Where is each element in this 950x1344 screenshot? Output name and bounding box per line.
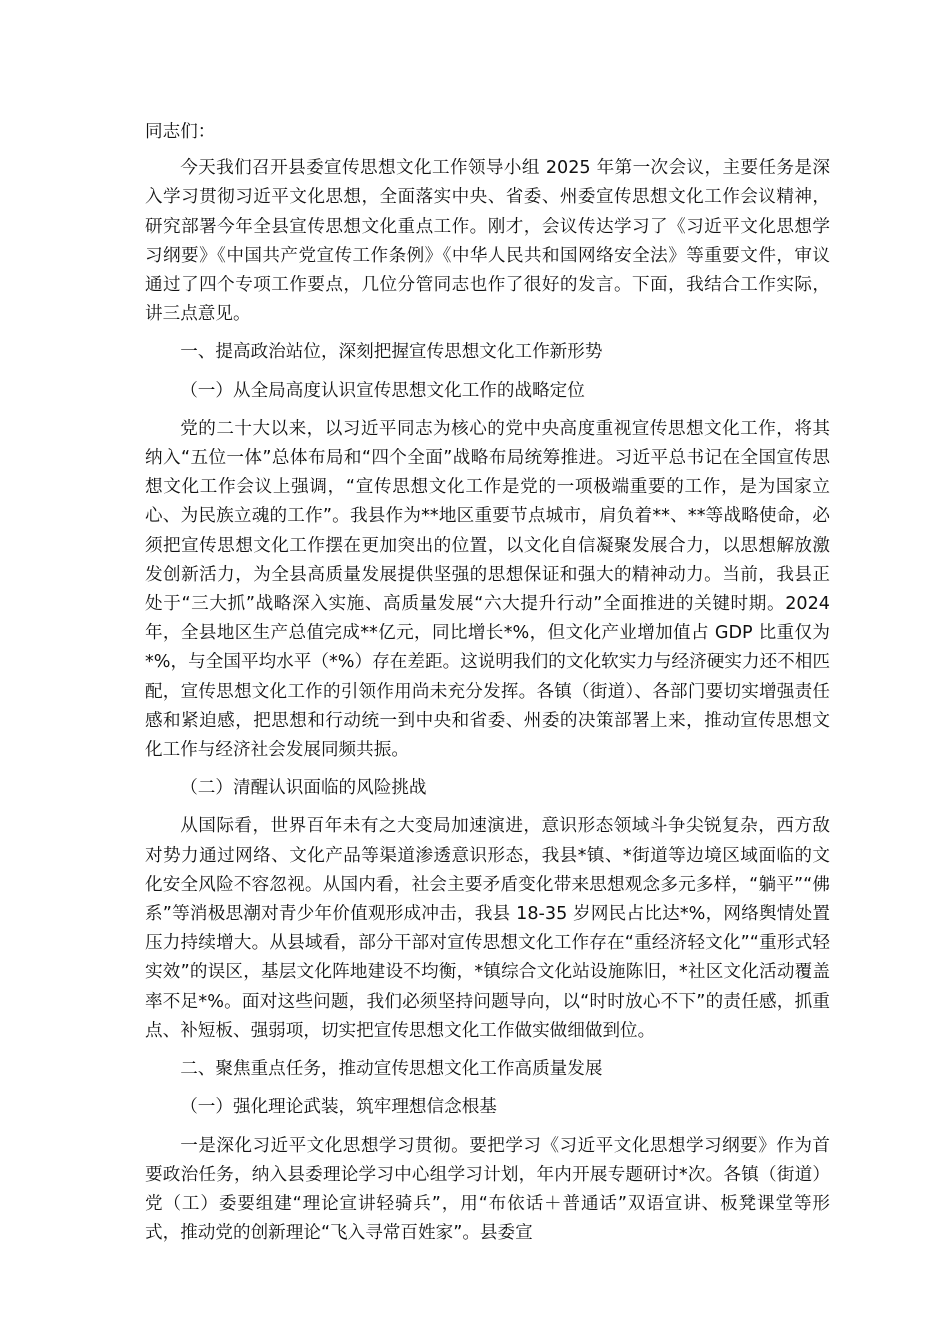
subsection-heading-1-1: （一）从全局高度认识宣传思想文化工作的战略定位 xyxy=(180,380,585,401)
document-page xyxy=(145,118,830,1257)
section-heading-2: 二、聚焦重点任务，推动宣传思想文化工作高质量发展 xyxy=(180,1059,603,1080)
section-heading-1: 一、提高政治站位，深刻把握宣传思想文化工作新形势 xyxy=(180,342,603,363)
subsection-heading-2-1: （一）强化理论武装，筑牢理想信念根基 xyxy=(180,1097,497,1118)
body-paragraph: 一是深化习近平文化思想学习贯彻。要把学习《习近平文化思想学习纲要》作为首要政治任务，纳入县委理论学习中心组学习计划，年内开展专题研讨*次。各镇（街道）党（工）委要组建“理论宣讲轻骑兵”，用“布依话＋普通话”双语宣讲、板凳课堂等形式，推动党的创新理论“飞入寻常百姓家”。县委宣 xyxy=(145,1135,830,1244)
body-paragraph: 从国际看，世界百年未有之大变局加速演进，意识形态领域斗争尖锐复杂，西方敌对势力通过网络、文化产品等渠道渗透意识形态，我县*镇、*街道等边境区域面临的文化安全风险不容忽视。从国内看，社会主要矛盾变化带来思想观念多元多样，“躺平”“佛系”等消极思潮对青少年价值观形成冲击，我县 18-35 岁网民占比达*%，网络舆情处置压力持续增大。从县域看，部分干部对宣传思想文化工作存在“重经济轻文化”“重形式轻实效”的误区，基层文化阵地建设不均衡，*镇综合文化站设施陈旧，*社区文化活动覆盖率不足*%。面对这些问题，我们必须坚持问题导向，以“时时放心不下”的责任感，抓重点、补短板、强弱项，切实把宣传思想文化工作做实做细做到位。 xyxy=(145,816,830,1041)
subsection-heading-1-2: （二）清醒认识面临的风险挑战 xyxy=(180,778,427,799)
intro-paragraph: 今天我们召开县委宣传思想文化工作领导小组 2025 年第一次会议，主要任务是深入学习贯彻习近平文化思想，全面落实中央、省委、州委宣传思想文化工作会议精神，研究部署今年全县宣传思想文化重点工作。刚才，会议传达学习了《习近平文化思想学习纲要》《中国共产党宣传工作条例》《中华人民共和国网络安全法》等重要文件，审议通过了四个专项工作要点，几位分管同志也作了很好的发言。下面，我结合工作实际，讲三点意见。 xyxy=(145,158,830,325)
salutation: 同志们： xyxy=(145,122,216,142)
body-paragraph: 党的二十大以来，以习近平同志为核心的党中央高度重视宣传思想文化工作，将其纳入“五位一体”总体布局和“四个全面”战略布局统筹推进。习近平总书记在全国宣传思想文化工作会议上强调，“宣传思想文化工作是党的一项极端重要的工作，是为国家立心、为民族立魂的工作”。我县作为**地区重要节点城市，肩负着**、**等战略使命，必须把宣传思想文化工作摆在更加突出的位置，以文化自信凝聚发展合力，以思想解放激发创新活力，为全县高质量发展提供坚强的思想保证和强大的精神动力。当前，我县正处于“三大抓”战略深入实施、高质量发展“六大提升行动”全面推进的关键时期。2024 年，全县地区生产总值完成**亿元，同比增长*%，但文化产业增加值占 GDP 比重仅为*%，与全国平均水平（*%）存在差距。这说明我们的文化软实力与经济硬实力还不相匹配，宣传思想文化工作的引领作用尚未充分发挥。各镇（街道）、各部门要切实增强责任感和紧迫感，把思想和行动统一到中央和省委、州委的决策部署上来，推动宣传思想文化工作与经济社会发展同频共振。 xyxy=(145,418,830,761)
